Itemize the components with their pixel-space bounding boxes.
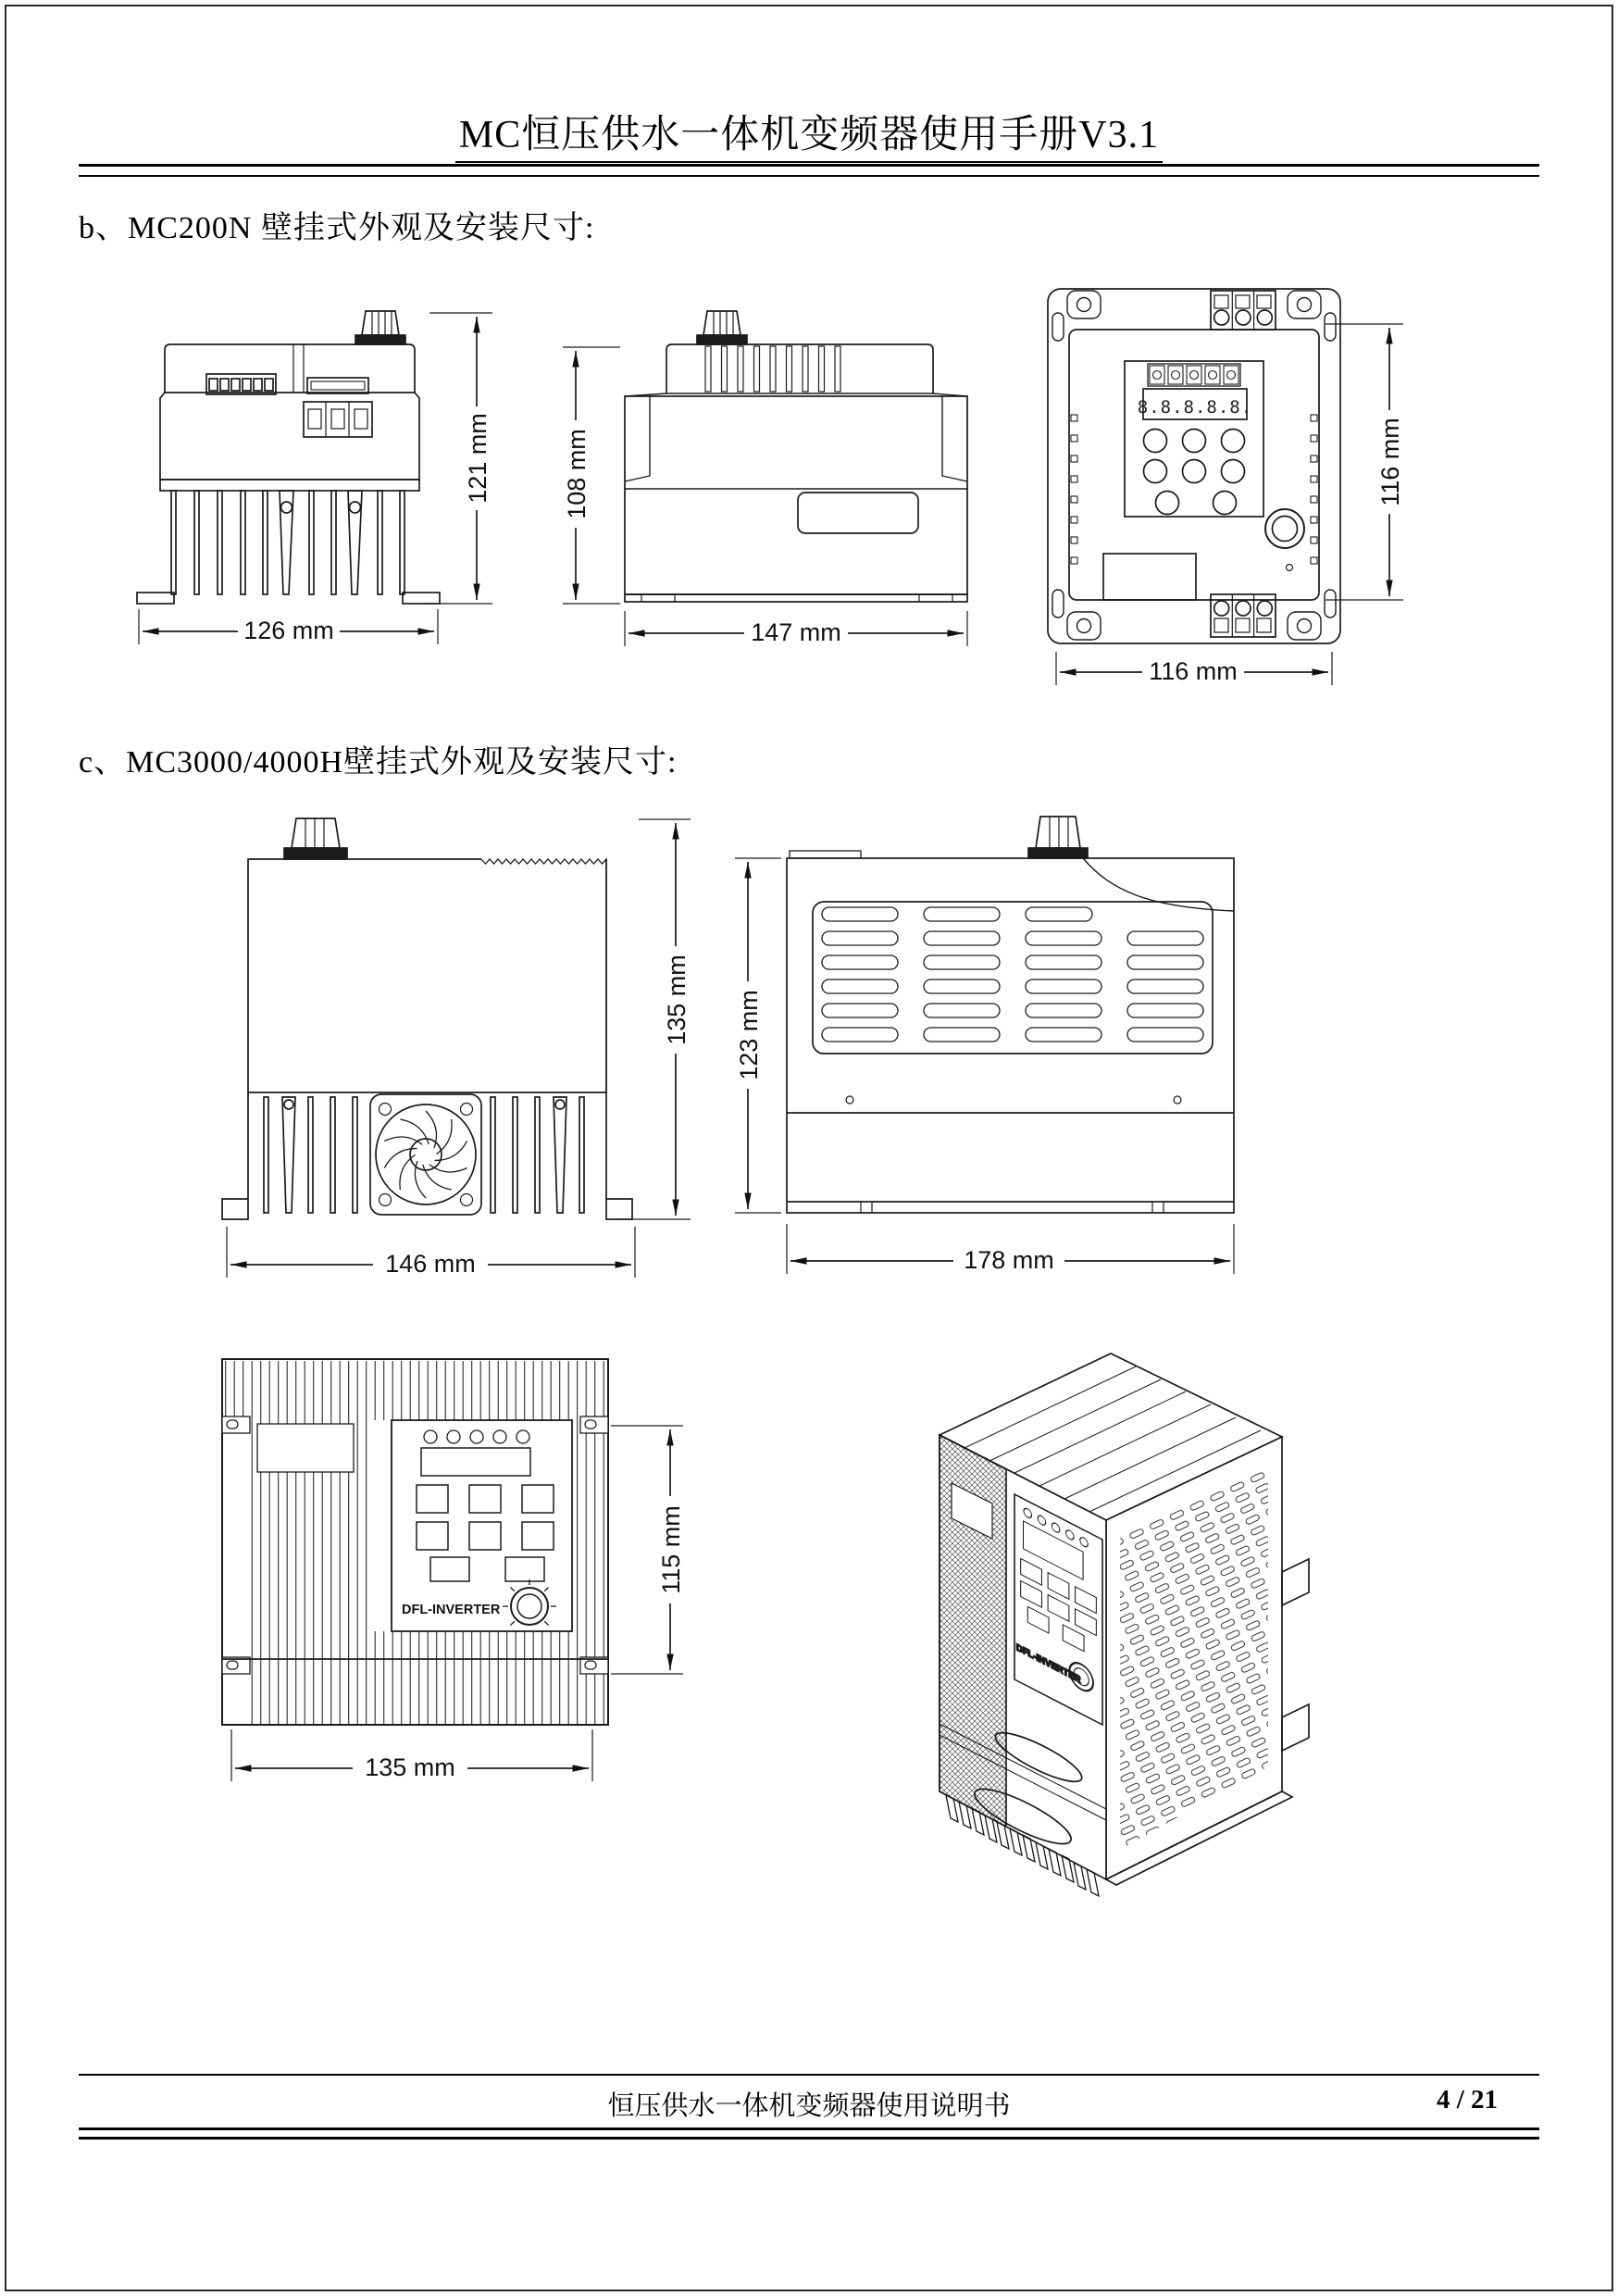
- dim-label-width: 126 mm: [243, 617, 334, 644]
- vent-slots: [813, 902, 1213, 1054]
- inverter-body: [160, 344, 419, 480]
- section-c-heading: c、MC3000/4000H壁挂式外观及安装尺寸:: [79, 745, 678, 780]
- control-panel: [1125, 361, 1263, 517]
- inner-face: [1069, 330, 1319, 600]
- mc3000-isometric-drawing: [833, 1324, 1351, 1898]
- dim-label-width: 178 mm: [964, 1246, 1054, 1274]
- brand-label: DFL-INVERTER: [402, 1603, 501, 1617]
- inverter-body: [625, 344, 967, 602]
- enclosure-outline: [1048, 289, 1340, 643]
- potentiometer-knob: [1265, 509, 1304, 548]
- cooling-fan: [370, 1094, 481, 1215]
- mc200n-panel-view-drawing: [1000, 259, 1462, 704]
- top-knob: [355, 311, 405, 344]
- dim-label-height: 116 mm: [1376, 418, 1404, 506]
- section-b-heading: b、MC200N 壁挂式外观及安装尺寸:: [79, 211, 595, 245]
- dim-label-width: 116 mm: [1149, 657, 1238, 685]
- inverter-body: [787, 851, 1234, 1213]
- dim-label-width: 146 mm: [385, 1250, 476, 1278]
- footer-text: 恒压供水一体机变频器使用说明书: [607, 2091, 1011, 2121]
- nameplate-area: [257, 1424, 354, 1472]
- footer-rule-top: [79, 2074, 1539, 2076]
- heatsink-fins: [137, 480, 440, 604]
- page-title: MC恒压供水一体机变频器使用手册V3.1: [0, 104, 1618, 159]
- footer-rule-bottom: [79, 2128, 1539, 2140]
- top-knob: [284, 818, 347, 859]
- top-knob: [697, 311, 747, 344]
- mounting-ears: [1052, 291, 1336, 640]
- vent-holes: [1071, 415, 1317, 564]
- mc3000-panel-view-drawing: [204, 1333, 722, 1981]
- dim-label-height: 123 mm: [735, 990, 763, 1080]
- display-digits: 8.8.8.8.8.: [1137, 397, 1253, 418]
- fin-ridges-bottom: [372, 1631, 570, 1725]
- mc3000-fan-view-drawing: [185, 805, 722, 1324]
- page-number: 4 / 21: [1436, 2085, 1498, 2115]
- fin-ridges-top: [224, 1361, 606, 1420]
- dim-label-width: 147 mm: [751, 618, 841, 646]
- mc200n-front-view-drawing: [120, 268, 509, 657]
- brand-label: DFL-INVERTER: [1015, 1642, 1081, 1686]
- fin-ridges-right: [570, 1420, 606, 1725]
- header-rule: [79, 164, 1539, 177]
- top-knob: [1028, 817, 1088, 858]
- control-panel: [392, 1420, 572, 1631]
- dim-label-width: 135 mm: [365, 1753, 455, 1781]
- dim-label-height: 135 mm: [663, 955, 691, 1045]
- mc3000-vent-view-drawing: [713, 805, 1314, 1324]
- dim-label-height: 115 mm: [657, 1505, 685, 1594]
- dim-label-height: 108 mm: [563, 429, 591, 519]
- inverter-body: [248, 859, 606, 1092]
- mc200n-side-view-drawing: [546, 268, 990, 657]
- terminal-block-bottom: [1211, 594, 1276, 637]
- label-recess: [1103, 554, 1196, 600]
- terminal-block-top: [1211, 291, 1276, 330]
- heatsink-with-fan: [222, 1092, 632, 1219]
- dim-label-height: 121 mm: [464, 413, 492, 504]
